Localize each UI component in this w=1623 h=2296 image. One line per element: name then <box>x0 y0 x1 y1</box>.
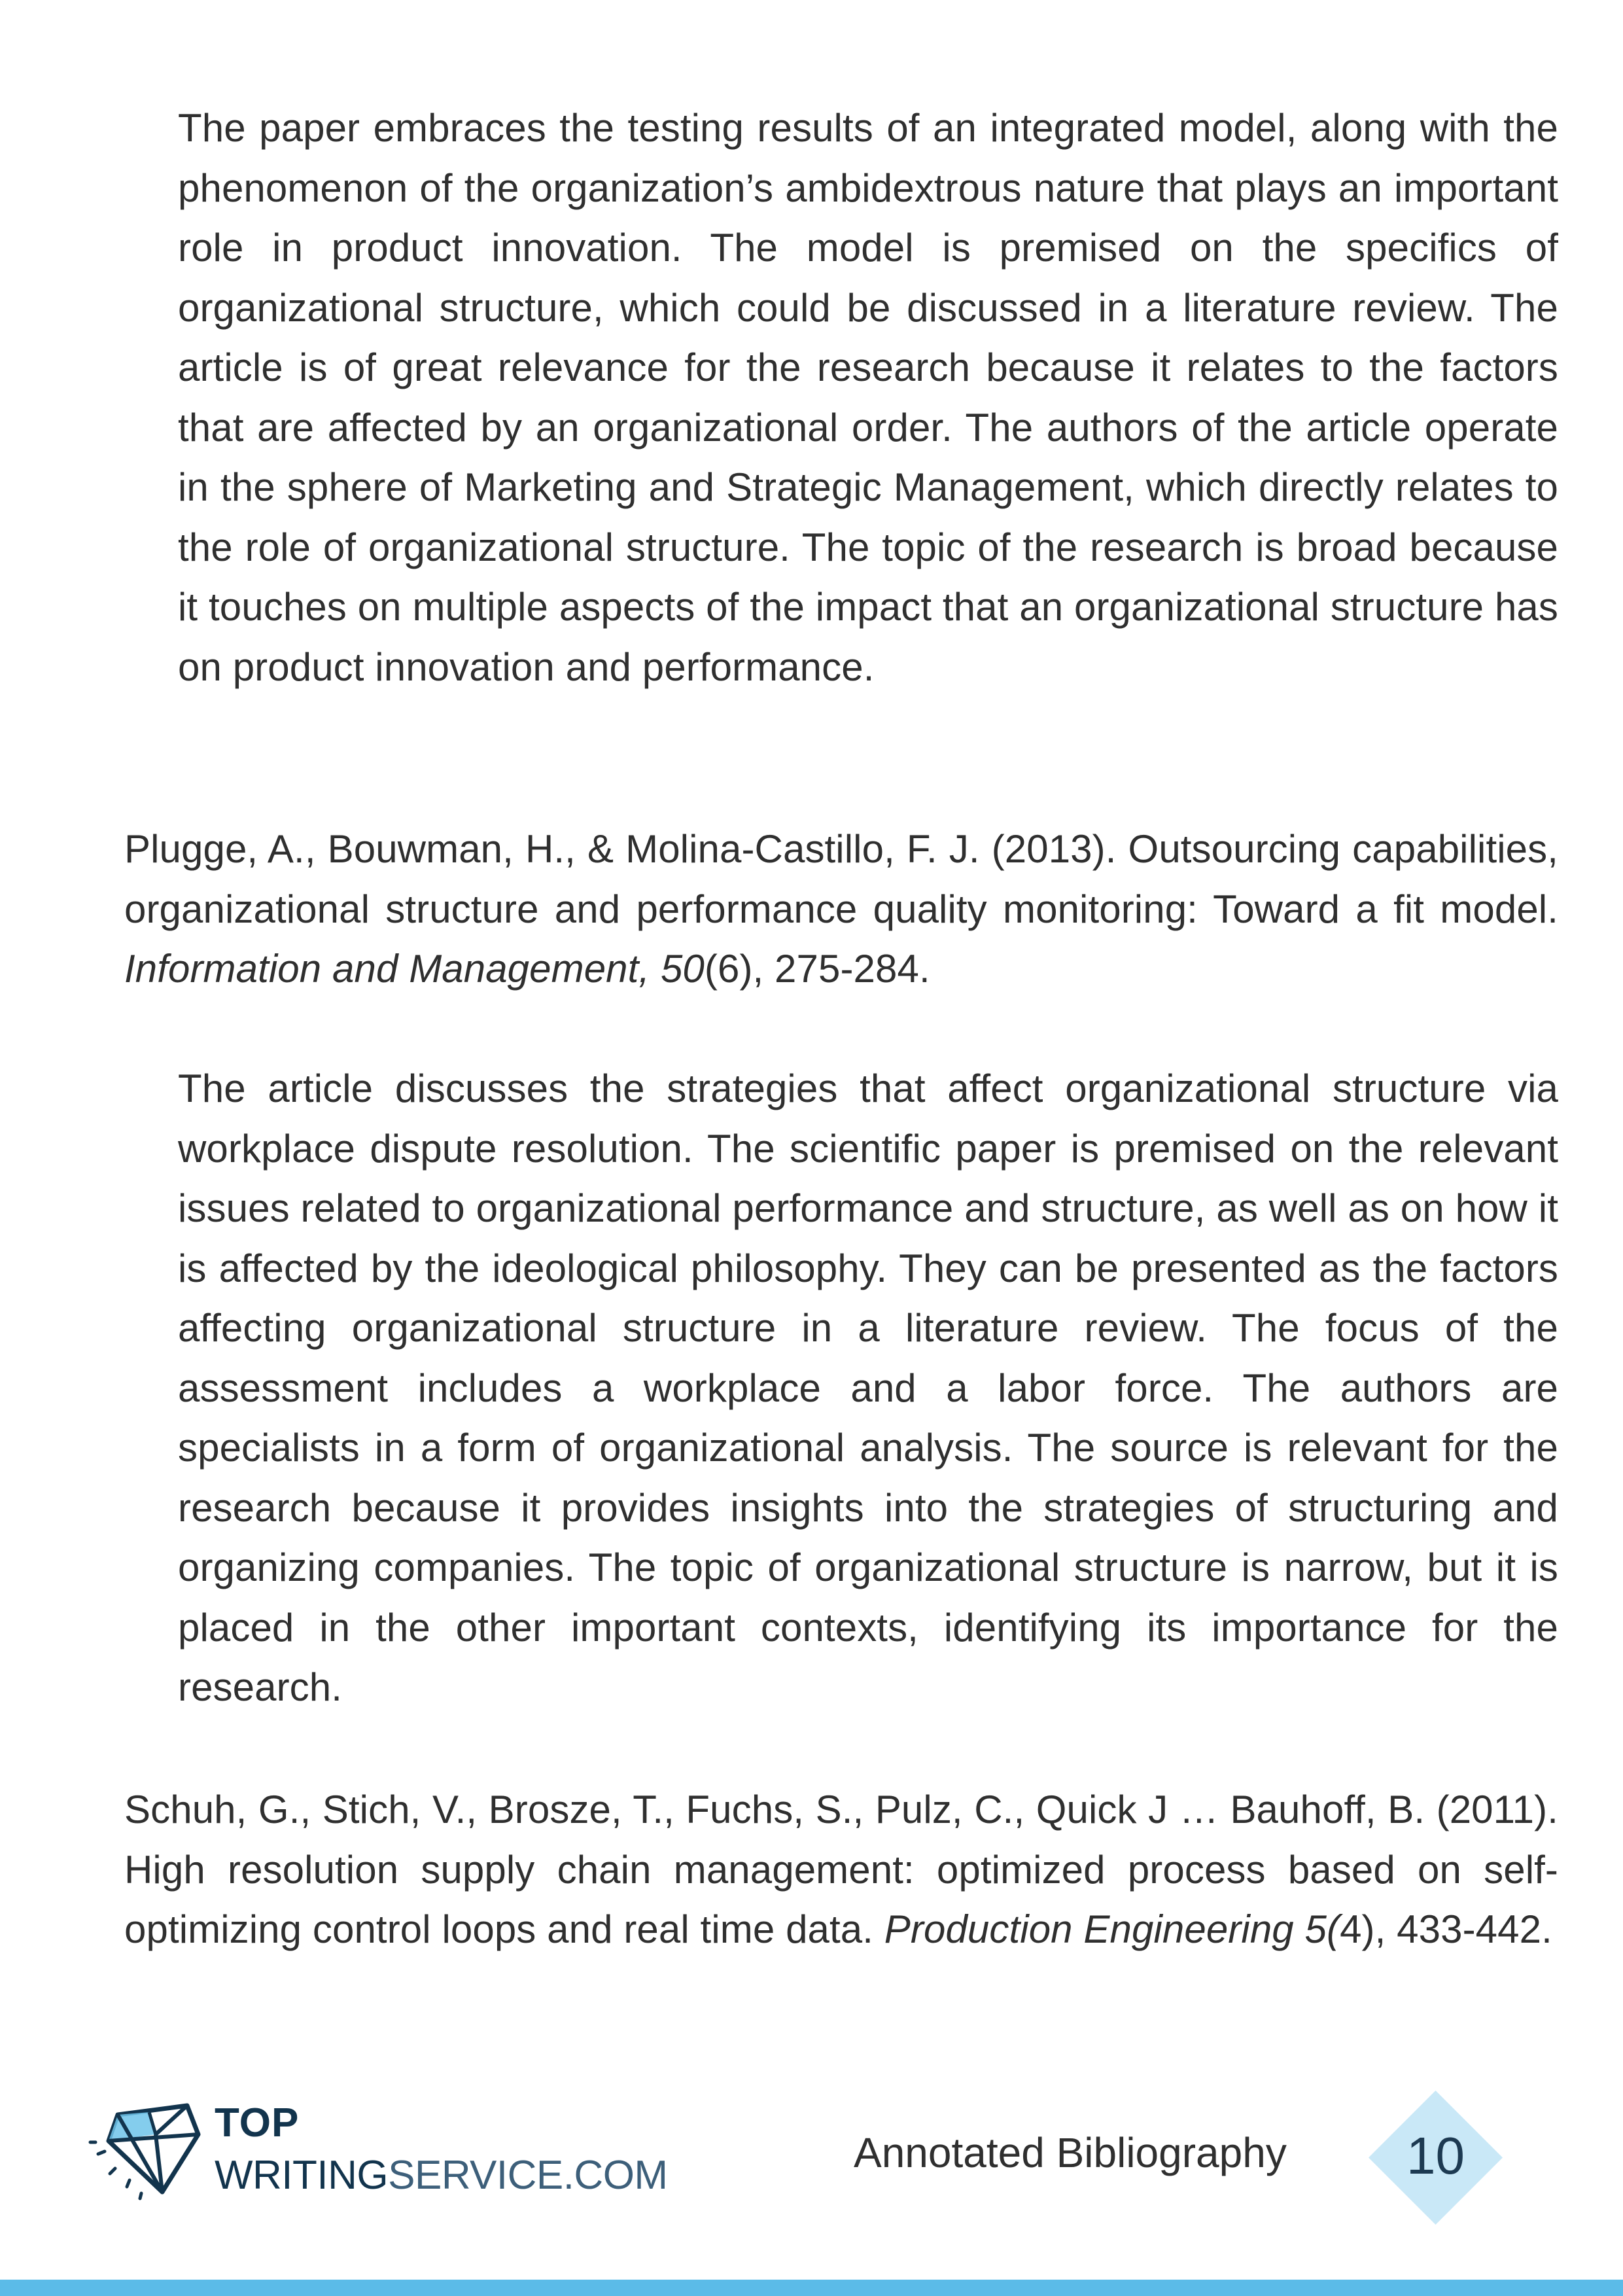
diamond-logo-icon <box>84 2100 208 2205</box>
citation-plugge-lead: Plugge, A., Bouwman, H., & Molina-Castillo, F. J. (2013). Outsourcing capabilities, organizational structure and performance quality monitoring: Toward a fit model. <box>124 827 1558 931</box>
annotation-paragraph-2: The article discusses the strategies that affect organizational structure via workplace dispute resolution. The scientific paper is premised on the relevant issues related to organizational performance and structure, as well as on how it is affected by the ideological philosophy. They can be presented as the factors affecting organizational structure in a literature review. The focus of the assessment includes a workplace and a labor force. The authors are specialists in a form of organizational analysis. The source is relevant for the research because it provides insights into the strategies of structuring and organizing companies. The topic of organizational structure is narrow, but it is placed in the other important contexts, identifying its importance for the research. <box>178 1067 1558 1709</box>
brand-name-strong: WRITING <box>215 2153 389 2198</box>
footer-accent-bar <box>0 2280 1623 2296</box>
citation-plugge-tail: (6), 275-284. <box>704 947 930 991</box>
brand-name-top: TOP <box>215 2100 300 2146</box>
document-title: Annotated Bibliography <box>854 2129 1287 2176</box>
citation-schuh-journal: Production Engineering 5( <box>884 1907 1340 1951</box>
brand-name-bottom <box>215 2153 668 2199</box>
page-number: 10 <box>1406 2127 1465 2185</box>
citation-plugge-journal: Information and Management, 50 <box>124 947 705 991</box>
annotation-paragraph-1: The paper embraces the testing results of an integrated model, along with the phenomenon of the organization’s ambidextrous nature that plays an important role in product innovation. The model is premised on the specifics of organizational structure, which could be discussed in a literature review. The article is of great relevance for the research because it relates to the factors that are affected by an organizational order. The authors of the article operate in the sphere of Marketing and Strategic Management, which directly relates to the role of organizational structure. The topic of the research is broad because it touches on multiple aspects of the impact that an organizational structure has on product innovation and performance. <box>178 106 1558 689</box>
brand-name-light: SERVICE.COM <box>388 2153 668 2198</box>
citation-schuh-tail: 4), 433-442. <box>1340 1907 1552 1951</box>
citation-schuh <box>124 1780 1558 1960</box>
citation-schuh-lead: Schuh, G., Stich, V., Brosze, T., Fuchs, S., Pulz, C., Quick J … Bauhoff, B. (2011). High resolution supply chain management: optimized process based on self-optimizing control loops and real time data. <box>124 1788 1558 1951</box>
citation-plugge <box>124 819 1558 999</box>
